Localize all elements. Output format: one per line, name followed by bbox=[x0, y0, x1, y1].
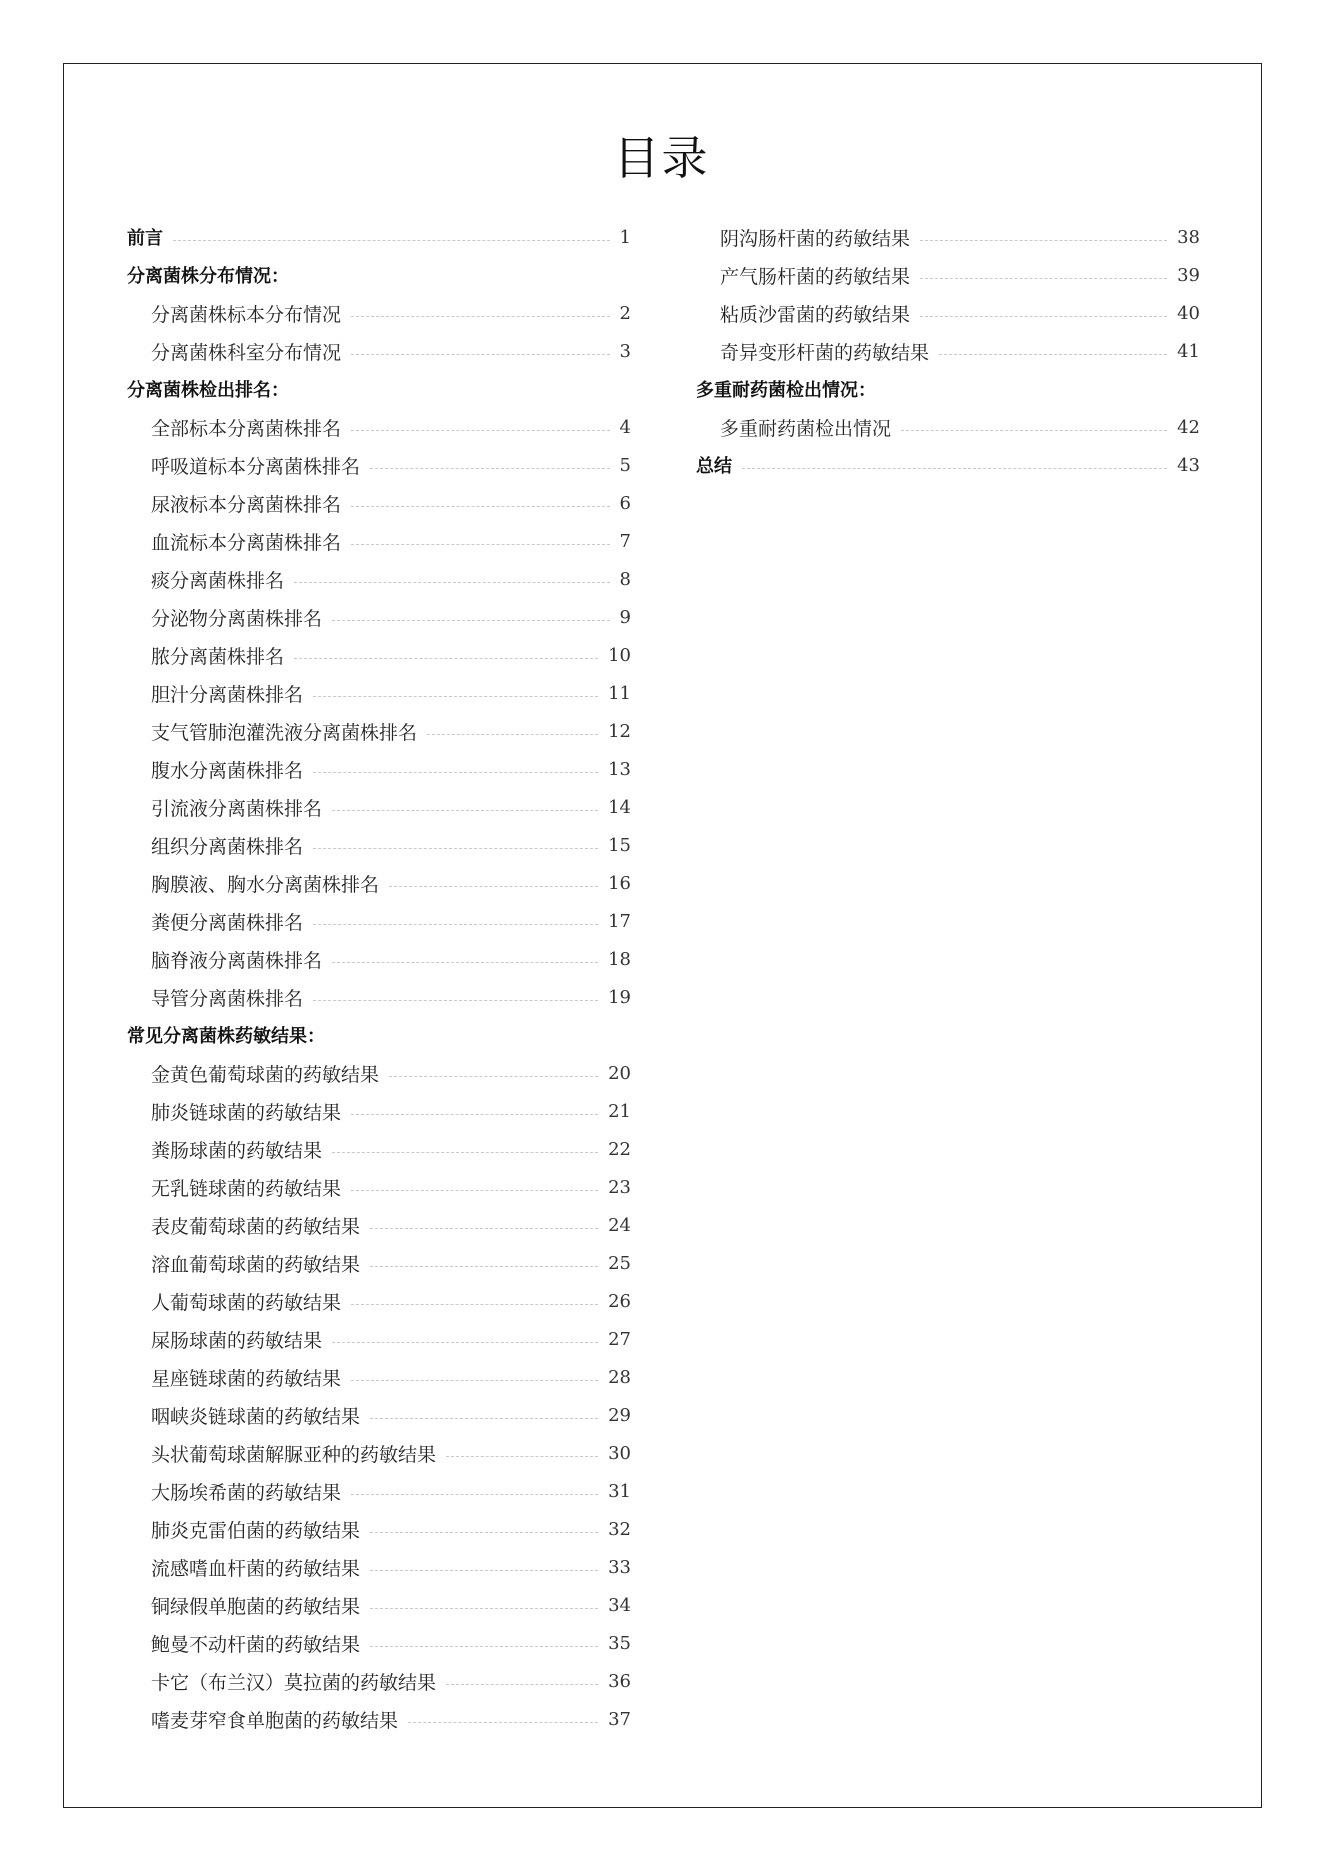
toc-entry[interactable] bbox=[127, 1244, 631, 1282]
toc-page-number: 14 bbox=[608, 796, 631, 818]
page-title: 目录 bbox=[613, 131, 710, 185]
toc-entry-label: 肺炎克雷伯菌的药敏结果 bbox=[151, 1519, 361, 1542]
toc-entry[interactable] bbox=[127, 1624, 631, 1662]
dot-leader bbox=[742, 468, 1167, 469]
toc-entry-label: 呼吸道标本分离菌株排名 bbox=[151, 455, 361, 478]
toc-page-number: 2 bbox=[619, 302, 631, 324]
toc-page-number: 31 bbox=[608, 1480, 631, 1502]
dot-leader bbox=[294, 582, 610, 583]
toc-page-number: 22 bbox=[608, 1138, 631, 1160]
toc-entry[interactable] bbox=[127, 1054, 631, 1092]
toc-page-number: 15 bbox=[608, 834, 631, 856]
dot-leader bbox=[370, 1646, 598, 1647]
toc-entry[interactable] bbox=[127, 1662, 631, 1700]
toc-page-number: 23 bbox=[608, 1176, 631, 1198]
toc-page-number: 6 bbox=[619, 492, 631, 514]
toc-entry-label: 头状葡萄球菌解脲亚种的药敏结果 bbox=[151, 1443, 437, 1466]
dot-leader bbox=[427, 734, 598, 735]
toc-entry-label: 全部标本分离菌株排名 bbox=[151, 417, 342, 440]
toc-entry-label: 痰分离菌株排名 bbox=[151, 569, 285, 592]
toc-entry-label: 阴沟肠杆菌的药敏结果 bbox=[720, 227, 911, 250]
toc-entry[interactable] bbox=[127, 294, 631, 332]
toc-page-number: 17 bbox=[608, 910, 631, 932]
toc-right-column bbox=[696, 218, 1200, 484]
toc-page-number: 35 bbox=[608, 1632, 631, 1654]
dot-leader bbox=[351, 1190, 598, 1191]
toc-entry[interactable] bbox=[696, 408, 1200, 446]
toc-page-number: 40 bbox=[1177, 302, 1200, 324]
toc-entry[interactable] bbox=[127, 1168, 631, 1206]
dot-leader bbox=[313, 772, 598, 773]
toc-entry-label: 卡它（布兰汉）莫拉菌的药敏结果 bbox=[151, 1671, 437, 1694]
toc-entry[interactable] bbox=[127, 902, 631, 940]
toc-entry[interactable] bbox=[127, 1206, 631, 1244]
toc-page-number: 1 bbox=[619, 226, 631, 248]
toc-entry-label: 嗜麦芽窄食单胞菌的药敏结果 bbox=[151, 1709, 399, 1732]
toc-page-number: 24 bbox=[608, 1214, 631, 1236]
toc-page-number: 43 bbox=[1177, 454, 1200, 476]
toc-entry[interactable] bbox=[127, 1510, 631, 1548]
toc-entry-label: 组织分离菌株排名 bbox=[151, 835, 304, 858]
toc-entry-label: 肺炎链球菌的药敏结果 bbox=[151, 1101, 342, 1124]
toc-entry-label: 总结 bbox=[696, 456, 732, 477]
toc-page-number: 28 bbox=[608, 1366, 631, 1388]
toc-entry[interactable] bbox=[696, 446, 1200, 484]
toc-page-number: 38 bbox=[1177, 226, 1200, 248]
toc-entry-label: 人葡萄球菌的药敏结果 bbox=[151, 1291, 342, 1314]
toc-entry[interactable] bbox=[127, 712, 631, 750]
toc-entry[interactable] bbox=[127, 332, 631, 370]
toc-page-number: 32 bbox=[608, 1518, 631, 1540]
dot-leader bbox=[901, 430, 1167, 431]
toc-entry[interactable] bbox=[127, 1320, 631, 1358]
toc-entry[interactable] bbox=[127, 1130, 631, 1168]
toc-entry-label: 分离菌株科室分布情况 bbox=[151, 341, 342, 364]
dot-leader bbox=[351, 1494, 598, 1495]
toc-entry[interactable] bbox=[127, 1586, 631, 1624]
dot-leader bbox=[313, 848, 598, 849]
toc-entry-label: 产气肠杆菌的药敏结果 bbox=[720, 265, 911, 288]
toc-entry-label: 导管分离菌株排名 bbox=[151, 987, 304, 1010]
dot-leader bbox=[389, 886, 598, 887]
toc-entry-label: 腹水分离菌株排名 bbox=[151, 759, 304, 782]
toc-entry-label: 表皮葡萄球菌的药敏结果 bbox=[151, 1215, 361, 1238]
toc-entry-label: 尿液标本分离菌株排名 bbox=[151, 493, 342, 516]
toc-page-number: 21 bbox=[608, 1100, 631, 1122]
toc-entry[interactable] bbox=[696, 218, 1200, 256]
toc-entry[interactable] bbox=[127, 1434, 631, 1472]
toc-entry[interactable] bbox=[127, 788, 631, 826]
toc-page-number: 12 bbox=[608, 720, 631, 742]
dot-leader bbox=[370, 468, 610, 469]
toc-entry[interactable] bbox=[127, 446, 631, 484]
toc-page-number: 34 bbox=[608, 1594, 631, 1616]
toc-entry[interactable] bbox=[127, 978, 631, 1016]
toc-page-number: 4 bbox=[619, 416, 631, 438]
dot-leader bbox=[446, 1456, 598, 1457]
toc-section-heading: 分离菌株检出排名： bbox=[127, 380, 289, 401]
dot-leader bbox=[389, 1076, 598, 1077]
toc-entry[interactable] bbox=[127, 1358, 631, 1396]
toc-entry-label: 星座链球菌的药敏结果 bbox=[151, 1367, 342, 1390]
toc-page-number: 8 bbox=[619, 568, 631, 590]
dot-leader bbox=[332, 962, 598, 963]
dot-leader bbox=[173, 240, 610, 241]
toc-page-number: 11 bbox=[608, 682, 631, 704]
toc-entry-label: 咽峡炎链球菌的药敏结果 bbox=[151, 1405, 361, 1428]
toc-entry-label: 支气管肺泡灌洗液分离菌株排名 bbox=[151, 721, 418, 744]
toc-entry[interactable] bbox=[127, 1282, 631, 1320]
toc-entry-label: 溶血葡萄球菌的药敏结果 bbox=[151, 1253, 361, 1276]
dot-leader bbox=[370, 1570, 598, 1571]
toc-entry[interactable] bbox=[696, 256, 1200, 294]
toc-entry-label: 屎肠球菌的药敏结果 bbox=[151, 1329, 323, 1352]
toc-section-heading: 多重耐药菌检出情况： bbox=[696, 380, 876, 401]
dot-leader bbox=[446, 1684, 598, 1685]
toc-page-number: 10 bbox=[608, 644, 631, 666]
dot-leader bbox=[920, 240, 1167, 241]
toc-page-number: 42 bbox=[1177, 416, 1200, 438]
toc-entry-label: 无乳链球菌的药敏结果 bbox=[151, 1177, 342, 1200]
toc-entry[interactable] bbox=[127, 598, 631, 636]
toc-entry[interactable] bbox=[127, 750, 631, 788]
toc-entry[interactable] bbox=[127, 218, 631, 256]
toc-page-number: 41 bbox=[1177, 340, 1200, 362]
toc-entry[interactable] bbox=[127, 1092, 631, 1130]
toc-entry[interactable] bbox=[127, 864, 631, 902]
dot-leader bbox=[332, 1152, 598, 1153]
toc-entry-label: 前言 bbox=[127, 228, 163, 249]
dot-leader bbox=[920, 316, 1167, 317]
dot-leader bbox=[313, 924, 598, 925]
toc-entry[interactable] bbox=[127, 1548, 631, 1586]
toc-page-number: 26 bbox=[608, 1290, 631, 1312]
toc-section-heading: 分离菌株分布情况： bbox=[127, 266, 289, 287]
toc-page-number: 30 bbox=[608, 1442, 631, 1464]
toc-entry[interactable] bbox=[127, 560, 631, 598]
toc-page-number: 13 bbox=[608, 758, 631, 780]
toc-entry-label: 铜绿假单胞菌的药敏结果 bbox=[151, 1595, 361, 1618]
toc-entry-label: 脓分离菌株排名 bbox=[151, 645, 285, 668]
dot-leader bbox=[351, 544, 610, 545]
toc-entry[interactable] bbox=[127, 484, 631, 522]
dot-leader bbox=[370, 1608, 598, 1609]
toc-entry-label: 鲍曼不动杆菌的药敏结果 bbox=[151, 1633, 361, 1656]
dot-leader bbox=[351, 430, 610, 431]
toc-entry-label: 流感嗜血杆菌的药敏结果 bbox=[151, 1557, 361, 1580]
dot-leader bbox=[332, 620, 610, 621]
dot-leader bbox=[920, 278, 1167, 279]
dot-leader bbox=[313, 1000, 598, 1001]
toc-entry-label: 粘质沙雷菌的药敏结果 bbox=[720, 303, 911, 326]
toc-entry-label: 金黄色葡萄球菌的药敏结果 bbox=[151, 1063, 380, 1086]
toc-left-column bbox=[127, 218, 631, 1738]
dot-leader bbox=[408, 1722, 598, 1723]
toc-entry[interactable] bbox=[127, 636, 631, 674]
toc-entry-label: 血流标本分离菌株排名 bbox=[151, 531, 342, 554]
toc-page-number: 33 bbox=[608, 1556, 631, 1578]
toc-entry[interactable] bbox=[127, 408, 631, 446]
dot-leader bbox=[332, 1342, 598, 1343]
dot-leader bbox=[351, 316, 610, 317]
toc-entry-label: 奇异变形杆菌的药敏结果 bbox=[720, 341, 930, 364]
toc-entry-label: 多重耐药菌检出情况 bbox=[720, 417, 892, 440]
toc-entry[interactable] bbox=[127, 674, 631, 712]
dot-leader bbox=[370, 1266, 598, 1267]
toc-entry-label: 脑脊液分离菌株排名 bbox=[151, 949, 323, 972]
toc-page-number: 25 bbox=[608, 1252, 631, 1274]
toc-entry-label: 粪肠球菌的药敏结果 bbox=[151, 1139, 323, 1162]
dot-leader bbox=[294, 658, 598, 659]
toc-entry[interactable] bbox=[127, 940, 631, 978]
dot-leader bbox=[370, 1532, 598, 1533]
toc-page-number: 18 bbox=[608, 948, 631, 970]
dot-leader bbox=[370, 1228, 598, 1229]
toc-page-number: 39 bbox=[1177, 264, 1200, 286]
dot-leader bbox=[351, 1380, 598, 1381]
toc-entry[interactable] bbox=[127, 1700, 631, 1738]
toc-entry-label: 分离菌株标本分布情况 bbox=[151, 303, 342, 326]
toc-page-number: 19 bbox=[608, 986, 631, 1008]
dot-leader bbox=[332, 810, 598, 811]
dot-leader bbox=[939, 354, 1167, 355]
toc-entry[interactable] bbox=[127, 826, 631, 864]
dot-leader bbox=[351, 506, 610, 507]
toc-entry-label: 胸膜液、胸水分离菌株排名 bbox=[151, 873, 380, 896]
toc-entry[interactable] bbox=[696, 294, 1200, 332]
toc-section-heading: 常见分离菌株药敏结果： bbox=[127, 1026, 325, 1047]
toc-entry-label: 引流液分离菌株排名 bbox=[151, 797, 323, 820]
dot-leader bbox=[313, 696, 598, 697]
toc-page-number: 9 bbox=[619, 606, 631, 628]
toc-page-number: 29 bbox=[608, 1404, 631, 1426]
toc-page-number: 27 bbox=[608, 1328, 631, 1350]
toc-page-number: 7 bbox=[619, 530, 631, 552]
toc-entry-label: 大肠埃希菌的药敏结果 bbox=[151, 1481, 342, 1504]
dot-leader bbox=[351, 354, 610, 355]
toc-page-number: 20 bbox=[608, 1062, 631, 1084]
toc-entry[interactable] bbox=[127, 522, 631, 560]
toc-entry[interactable] bbox=[127, 1472, 631, 1510]
toc-page-number: 5 bbox=[619, 454, 631, 476]
toc-page-number: 37 bbox=[608, 1708, 631, 1730]
toc-entry[interactable] bbox=[696, 332, 1200, 370]
toc-page-number: 16 bbox=[608, 872, 631, 894]
toc-entry-label: 粪便分离菌株排名 bbox=[151, 911, 304, 934]
toc-page-number: 36 bbox=[608, 1670, 631, 1692]
dot-leader bbox=[351, 1114, 598, 1115]
toc-entry[interactable] bbox=[127, 1396, 631, 1434]
toc-entry-label: 胆汁分离菌株排名 bbox=[151, 683, 304, 706]
dot-leader bbox=[351, 1304, 598, 1305]
toc-page-number: 3 bbox=[619, 340, 631, 362]
dot-leader bbox=[370, 1418, 598, 1419]
toc-entry-label: 分泌物分离菌株排名 bbox=[151, 607, 323, 630]
